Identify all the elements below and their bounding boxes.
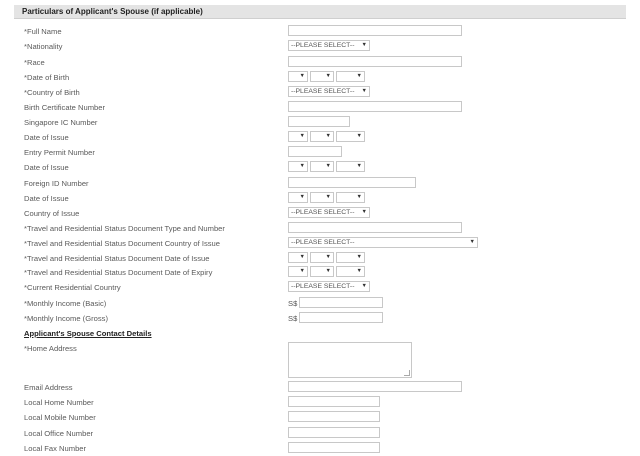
ep-issue-month-select[interactable] <box>310 161 334 172</box>
chevron-down-icon: ▼ <box>356 73 362 79</box>
chevron-down-icon: ▼ <box>361 42 367 48</box>
row-country-of-issue <box>0 206 640 221</box>
nationality-selected: --PLEASE SELECT-- <box>291 42 355 49</box>
race-input[interactable] <box>288 56 462 67</box>
fid-issue-year-select[interactable] <box>336 192 365 203</box>
chevron-down-icon: ▼ <box>356 163 362 169</box>
trs-issue-month-select[interactable] <box>310 252 334 263</box>
current-country-label: *Current Residential Country <box>24 283 121 292</box>
row-office-number <box>0 426 640 441</box>
income-gross-label: *Monthly Income (Gross) <box>24 314 108 323</box>
trs-expiry-date-label: *Travel and Residential Status Document Date of Expiry <box>24 268 213 277</box>
chevron-down-icon: ▼ <box>361 283 367 289</box>
fax-number-input[interactable] <box>288 442 380 453</box>
chevron-down-icon: ▼ <box>356 254 362 260</box>
currency-prefix: S$ <box>288 299 298 308</box>
home-number-input[interactable] <box>288 396 380 407</box>
trs-expiry-month-select[interactable] <box>310 266 334 277</box>
nationality-label: *Nationality <box>24 42 63 51</box>
ep-issue-date-label: Date of Issue <box>24 163 69 172</box>
row-ic-issue-date <box>0 130 640 145</box>
email-label: Email Address <box>24 383 73 392</box>
race-label: *Race <box>24 58 45 67</box>
chevron-down-icon: ▼ <box>325 133 331 139</box>
country-of-issue-selected: --PLEASE SELECT-- <box>291 209 355 216</box>
email-input[interactable] <box>288 381 462 392</box>
dob-year-select[interactable] <box>336 71 365 82</box>
row-nationality <box>0 39 640 54</box>
office-number-input[interactable] <box>288 427 380 438</box>
chevron-down-icon: ▼ <box>356 194 362 200</box>
chevron-down-icon: ▼ <box>299 133 305 139</box>
row-mobile-number <box>0 410 640 425</box>
row-email <box>0 380 640 395</box>
entry-permit-input[interactable] <box>288 146 342 157</box>
chevron-down-icon: ▼ <box>361 88 367 94</box>
income-basic-label: *Monthly Income (Basic) <box>24 299 107 308</box>
contact-section-title: Applicant's Spouse Contact Details <box>24 329 152 338</box>
row-sg-ic <box>0 115 640 130</box>
row-dob <box>0 70 640 85</box>
row-fid-issue-date <box>0 191 640 206</box>
row-home-address <box>0 341 640 381</box>
trs-type-number-input[interactable] <box>288 222 462 233</box>
dob-month-select[interactable] <box>310 71 334 82</box>
row-trs-type-number <box>0 221 640 236</box>
ic-issue-month-select[interactable] <box>310 131 334 142</box>
chevron-down-icon: ▼ <box>356 133 362 139</box>
row-fax-number <box>0 441 640 456</box>
row-contact-heading <box>0 326 640 341</box>
foreign-id-input[interactable] <box>288 177 416 188</box>
country-of-birth-selected: --PLEASE SELECT-- <box>291 88 355 95</box>
trs-country-select[interactable] <box>288 237 478 248</box>
birth-cert-input[interactable] <box>288 101 462 112</box>
sg-ic-label: Singapore IC Number <box>24 118 98 127</box>
sg-ic-input[interactable] <box>288 116 350 127</box>
mobile-number-input[interactable] <box>288 411 380 422</box>
trs-country-selected: --PLEASE SELECT-- <box>291 239 355 246</box>
ic-issue-year-select[interactable] <box>336 131 365 142</box>
home-number-label: Local Home Number <box>24 398 94 407</box>
chevron-down-icon: ▼ <box>361 209 367 215</box>
row-entry-permit <box>0 145 640 160</box>
row-full-name <box>0 24 640 39</box>
fid-issue-month-select[interactable] <box>310 192 334 203</box>
row-trs-issue-date <box>0 251 640 266</box>
row-race <box>0 55 640 70</box>
dob-day-select[interactable] <box>288 71 308 82</box>
ep-issue-year-select[interactable] <box>336 161 365 172</box>
chevron-down-icon: ▼ <box>299 268 305 274</box>
row-country-of-birth <box>0 85 640 100</box>
chevron-down-icon: ▼ <box>356 268 362 274</box>
home-address-textarea[interactable] <box>288 342 412 378</box>
row-foreign-id <box>0 176 640 191</box>
chevron-down-icon: ▼ <box>299 194 305 200</box>
section-header <box>14 5 626 19</box>
dob-label: *Date of Birth <box>24 73 70 82</box>
current-country-selected: --PLEASE SELECT-- <box>291 283 355 290</box>
trs-expiry-year-select[interactable] <box>336 266 365 277</box>
country-of-birth-select[interactable] <box>288 86 370 97</box>
income-basic-input[interactable] <box>299 297 383 308</box>
resize-grip-icon[interactable] <box>404 370 410 376</box>
trs-expiry-day-select[interactable] <box>288 266 308 277</box>
income-gross-input[interactable] <box>299 312 383 323</box>
country-of-birth-label: *Country of Birth <box>24 88 80 97</box>
mobile-number-label: Local Mobile Number <box>24 413 96 422</box>
trs-issue-day-select[interactable] <box>288 252 308 263</box>
chevron-down-icon: ▼ <box>325 268 331 274</box>
currency-prefix: S$ <box>288 314 298 323</box>
trs-country-label: *Travel and Residential Status Document Country of Issue <box>24 239 220 248</box>
chevron-down-icon: ▼ <box>325 194 331 200</box>
fid-issue-date-label: Date of Issue <box>24 194 69 203</box>
row-trs-country <box>0 236 640 251</box>
full-name-input[interactable] <box>288 25 462 36</box>
fid-issue-day-select[interactable] <box>288 192 308 203</box>
office-number-label: Local Office Number <box>24 429 94 438</box>
ic-issue-date-label: Date of Issue <box>24 133 69 142</box>
foreign-id-label: Foreign ID Number <box>24 179 89 188</box>
section-title: Particulars of Applicant's Spouse (if applicable) <box>22 7 203 16</box>
country-of-issue-select[interactable] <box>288 207 370 218</box>
row-income-gross <box>0 311 640 326</box>
trs-issue-year-select[interactable] <box>336 252 365 263</box>
chevron-down-icon: ▼ <box>325 163 331 169</box>
birth-cert-label: Birth Certificate Number <box>24 103 106 112</box>
fax-number-label: Local Fax Number <box>24 444 87 453</box>
trs-type-number-label: *Travel and Residential Status Document Type and Number <box>24 224 225 233</box>
row-trs-expiry-date <box>0 265 640 280</box>
country-of-issue-label: Country of Issue <box>24 209 80 218</box>
chevron-down-icon: ▼ <box>469 239 475 245</box>
chevron-down-icon: ▼ <box>299 163 305 169</box>
chevron-down-icon: ▼ <box>299 254 305 260</box>
chevron-down-icon: ▼ <box>299 73 305 79</box>
ic-issue-day-select[interactable] <box>288 131 308 142</box>
chevron-down-icon: ▼ <box>325 73 331 79</box>
row-current-country <box>0 280 640 295</box>
entry-permit-label: Entry Permit Number <box>24 148 95 157</box>
ep-issue-day-select[interactable] <box>288 161 308 172</box>
row-birth-cert <box>0 100 640 115</box>
chevron-down-icon: ▼ <box>325 254 331 260</box>
home-address-label: *Home Address <box>24 344 77 353</box>
row-income-basic <box>0 296 640 311</box>
current-country-select[interactable] <box>288 281 370 292</box>
row-home-number <box>0 395 640 410</box>
nationality-select[interactable] <box>288 40 370 51</box>
row-ep-issue-date <box>0 160 640 175</box>
trs-issue-date-label: *Travel and Residential Status Document Date of Issue <box>24 254 210 263</box>
full-name-label: *Full Name <box>24 27 62 36</box>
